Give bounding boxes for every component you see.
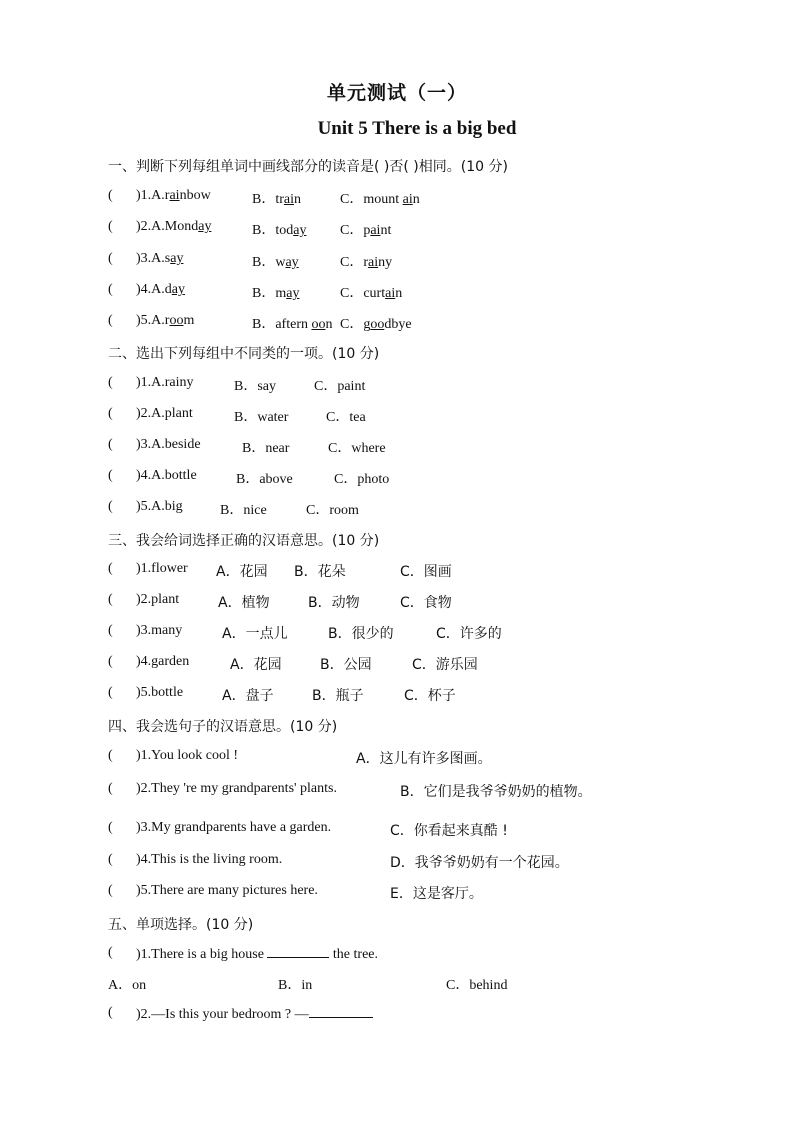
option-a	[136, 251, 183, 267]
question-text: )4.garden	[136, 654, 190, 669]
word-part: B．aftern	[252, 317, 312, 332]
option-b: B．say	[234, 379, 276, 394]
answer-paren: (	[108, 499, 113, 514]
option-c: C．where	[328, 441, 386, 456]
word-part-end: nbow	[179, 188, 211, 203]
answer-paren: (	[108, 592, 113, 607]
question-number: )2.A.	[136, 219, 165, 234]
option-c: B．花朵	[294, 564, 346, 580]
option-d: C．许多的	[436, 626, 502, 642]
option-b: A．这儿有许多图画。	[356, 751, 492, 767]
answer-paren: (	[108, 945, 113, 960]
answer-paren: (	[108, 852, 113, 867]
underlined-letters: ay	[285, 255, 299, 270]
answer-blank[interactable]	[309, 1005, 373, 1018]
option-c: C．paint	[314, 379, 366, 394]
answer-paren: (	[108, 251, 113, 266]
question-text: )2.They 're my grandparents' plants.	[136, 781, 337, 796]
answer-paren: (	[108, 883, 113, 898]
option-c: C．tea	[326, 410, 366, 425]
option-d: C．游乐园	[412, 657, 478, 673]
underlined-letters: ai	[169, 188, 180, 203]
question-text: )1.flower	[136, 561, 188, 576]
answer-paren: (	[108, 748, 113, 763]
option-a	[136, 282, 185, 298]
option-b: B．water	[234, 410, 289, 425]
word-part-end: m	[183, 313, 195, 328]
underlined-letters: ai	[370, 223, 381, 238]
section-5-heading: 五、单项选择。(10 分)	[108, 917, 254, 933]
question-text: )1.You look cool !	[136, 748, 239, 763]
word-part: B．w	[252, 255, 286, 270]
underlined-letters: ai	[283, 192, 294, 207]
word-part: r	[164, 188, 170, 203]
word-part: C．g	[340, 317, 371, 332]
option-c	[340, 251, 392, 271]
word-part: C．curt	[340, 286, 386, 301]
word-part: B．tod	[252, 223, 294, 238]
option-b: A．盘子	[222, 688, 274, 704]
option-b: B．near	[242, 441, 290, 456]
answer-paren: (	[108, 561, 113, 576]
option-b: B．它们是我爷爷奶奶的植物。	[400, 784, 592, 800]
answer-blank[interactable]	[267, 945, 329, 958]
underlined-letters: ay	[198, 219, 212, 234]
option-b: E．这是客厅。	[390, 886, 483, 902]
word-part: C．mount	[340, 192, 403, 207]
answer-paren: (	[108, 468, 113, 483]
question-text: )5.There are many pictures here.	[136, 883, 318, 898]
underlined-letters: ay	[171, 282, 185, 297]
option-c: C．room	[306, 503, 359, 518]
option-b	[252, 251, 299, 271]
question-text: )2.A.plant	[136, 406, 193, 421]
question-text: )5.A.big	[136, 499, 183, 514]
option-a	[136, 313, 194, 329]
question-number: )3.A.	[136, 251, 165, 266]
question-number: )4.A.	[136, 282, 165, 297]
word-part: d	[164, 282, 172, 297]
underlined-letters: ay	[293, 223, 307, 238]
question-text: )1.There is a big house	[136, 947, 268, 962]
word-part-end: n	[395, 286, 403, 301]
word-part-end: nt	[380, 223, 392, 238]
section-3-heading: 三、我会给词选择正确的汉语意思。(10 分)	[108, 533, 380, 549]
underlined-letters: oo	[370, 317, 385, 332]
answer-paren: (	[108, 313, 113, 328]
page-subtitle: Unit 5 There is a big bed	[317, 118, 517, 139]
answer-paren: (	[108, 820, 113, 835]
question-text: )3.many	[136, 623, 183, 638]
question-number: )5.A.	[136, 313, 165, 328]
answer-paren: (	[108, 685, 113, 700]
option-c: B．公园	[320, 657, 372, 673]
word-part-end: n	[412, 192, 420, 207]
underlined-letters: ay	[170, 251, 184, 266]
word-part-end: dbye	[384, 317, 412, 332]
option-b: C．你看起来真酷 !	[390, 823, 508, 839]
answer-paren: (	[108, 188, 113, 203]
option-b: B．in	[278, 978, 313, 993]
question-text: )3.A.beside	[136, 437, 201, 452]
answer-paren: (	[108, 623, 113, 638]
option-b	[252, 219, 306, 239]
option-b: A．一点儿	[222, 626, 288, 642]
answer-paren: (	[108, 375, 113, 390]
underlined-letters: oo	[311, 317, 326, 332]
word-part-end: n	[294, 192, 301, 207]
option-c: B．瓶子	[312, 688, 364, 704]
option-a	[136, 219, 211, 235]
answer-paren: (	[108, 781, 113, 796]
underlined-letters: ay	[286, 286, 300, 301]
option-c: C．photo	[334, 472, 390, 487]
underlined-letters: ai	[385, 286, 396, 301]
word-part: C．p	[340, 223, 371, 238]
section-4-heading: 四、我会选句子的汉语意思。(10 分)	[108, 719, 338, 735]
answer-paren: (	[108, 437, 113, 452]
option-c: C．behind	[446, 978, 508, 993]
option-c	[340, 188, 420, 208]
question-number: )1.A.	[136, 188, 165, 203]
option-c	[340, 219, 391, 239]
page-title: 单元测试（一）	[326, 82, 467, 104]
word-part: C．r	[340, 255, 368, 270]
question-text: )3.My grandparents have a garden.	[136, 820, 332, 835]
question-text-end: the tree.	[329, 947, 379, 962]
option-d: C．食物	[400, 595, 452, 611]
option-b: A．花园	[216, 564, 268, 580]
option-c	[340, 313, 412, 333]
answer-paren: (	[108, 654, 113, 669]
option-c: B．很少的	[328, 626, 394, 642]
word-part: Mond	[164, 219, 199, 234]
answer-paren: (	[108, 282, 113, 297]
option-a	[136, 188, 211, 204]
underlined-letters: ai	[368, 255, 379, 270]
question-text: )2.—Is this your bedroom ? —	[136, 1007, 309, 1022]
underlined-letters: oo	[169, 313, 184, 328]
option-c: B．动物	[308, 595, 360, 611]
option-b	[252, 282, 299, 302]
answer-paren: (	[108, 406, 113, 421]
word-part: r	[164, 313, 170, 328]
option-b	[252, 188, 301, 208]
option-b: B．above	[236, 472, 293, 487]
word-part: B．m	[252, 286, 287, 301]
question-text: )5.bottle	[136, 685, 184, 700]
option-b	[252, 313, 332, 333]
option-b: A．花园	[230, 657, 282, 673]
answer-paren: (	[108, 1005, 113, 1020]
question-text: )1.A.rainy	[136, 375, 194, 390]
word-part-end: n	[325, 317, 333, 332]
question-text: )4.A.bottle	[136, 468, 197, 483]
option-b: A．植物	[218, 595, 270, 611]
section-1-heading: 一、判断下列每组单词中画线部分的读音是( )否( )相同。(10 分)	[108, 159, 508, 175]
option-a: A．on	[108, 978, 147, 993]
option-d: C．杯子	[404, 688, 456, 704]
underlined-letters: ai	[402, 192, 413, 207]
answer-paren: (	[108, 219, 113, 234]
section-2-heading: 二、选出下列每组中不同类的一项。(10 分)	[108, 346, 380, 362]
option-b: D．我爷爷奶奶有一个花园。	[390, 855, 569, 871]
word-part: B．tr	[252, 192, 284, 207]
question-text: )4.This is the living room.	[136, 852, 283, 867]
option-c	[340, 282, 402, 302]
option-b: B．nice	[220, 503, 267, 518]
question-text: )2.plant	[136, 592, 180, 607]
word-part-end: ny	[378, 255, 393, 270]
option-d: C．图画	[400, 564, 452, 580]
word-part: s	[164, 251, 171, 266]
